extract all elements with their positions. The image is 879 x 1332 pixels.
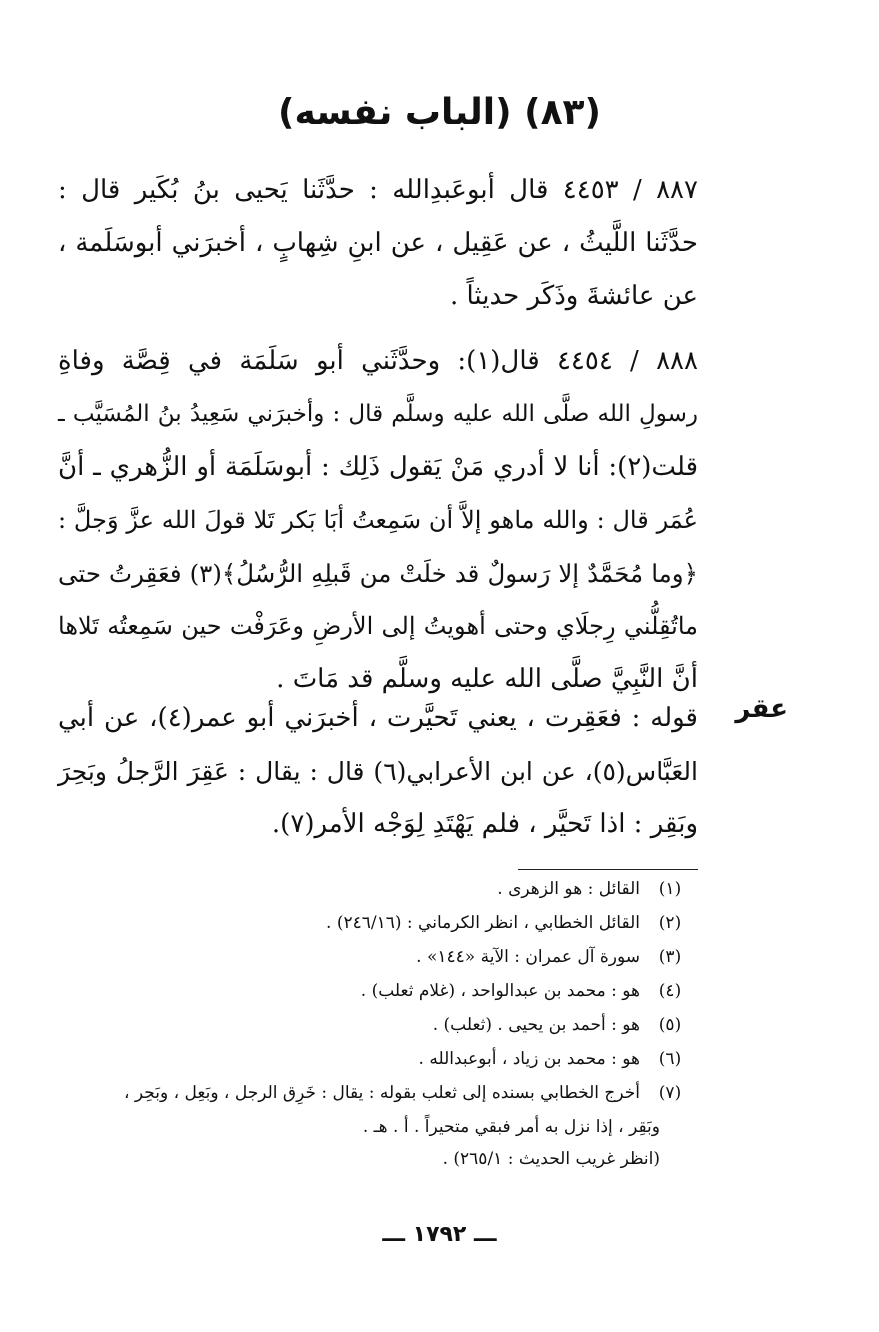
footnote-number: (٢) — [658, 913, 682, 933]
margin-keyword: عقر — [735, 694, 788, 724]
footnote-3 — [180, 940, 700, 974]
text-line: وبَقِر : اذا تَحيَّر ، فلم يَهْتَدِ لِوَجْه الأمر(٧). — [271, 809, 698, 839]
text-line: ﴿وما مُحَمَّدٌ إلا رَسولٌ قد خلَتْ من قَبلِهِ الرُّسُلُ﴾(٣) فعَقِرتُ حتى — [58, 559, 698, 588]
text-line: قلت(٢): أنا لا أدري مَنْ يَقول ذَلِك : أبوسَلَمَة أو الزُّهري ـ أنَّ — [58, 452, 698, 482]
footnote-text: سورة آل عمران : الآية «١٤٤» . — [416, 947, 640, 967]
hadith-888 — [58, 335, 698, 706]
footnote-number: (٣) — [658, 947, 682, 967]
footnote-text: هو : محمد بن عبدالواحد ، (غلام ثعلب) . — [360, 981, 640, 1001]
footnote-1 — [180, 872, 700, 906]
footnote-7 — [20, 1076, 700, 1110]
footnote-text: القائل الخطابي ، انظر الكرماني : (٢٤٦/١٦) . — [326, 913, 640, 933]
footnote-number: (٧) — [658, 1083, 682, 1103]
text-line: ٨٨٨ / ٤٤٥٤ قال(١): وحدَّثَني أبو سَلَمَة في قِصَّة وفاةِ — [58, 346, 698, 376]
footnote-2 — [180, 906, 700, 940]
text-line: عُمَر قال : والله ماهو إلاَّ أن سَمِعتُ أبَا بَكر تَلا قولَ الله عزَّ وَجلَّ : — [58, 506, 699, 534]
footnote-4 — [180, 974, 700, 1008]
text-line: قوله : فعَقِرت ، يعني تَحيَّرت ، أخبرَني أبو عمر(٤)، عن أبي — [58, 703, 698, 733]
footnote-7-continuation: (انظر غريب الحديث : ٢٦٥/١) . — [442, 1149, 660, 1169]
text-line: ٨٨٧ / ٤٤٥٣ قال أبوعَبدِالله : حدَّثَنا يَحيى بنُ بُكَير قال : — [58, 175, 698, 205]
text-line: ماتُقِلُّني رِجلَاي وحتى أهويتُ إلى الأرضِ وعَرَفْت حين سَمِعتُه تَلاها — [58, 612, 698, 640]
chapter-title: (٨٣) (الباب نفسه) — [278, 92, 601, 133]
text-line: عن عائشةَ وذَكَر حديثاً . — [449, 281, 698, 311]
text-line: حدَّثَنا اللَّيثُ ، عن عَقِيل ، عن ابنِ شِهابٍ ، أخبرَني أبوسَلَمة ، — [58, 228, 698, 258]
footnote-text: أخرج الخطابي بسنده إلى ثعلب بقوله : يقال : خَرِق الرجل ، وبَعِل ، وبَحِر ، — [124, 1083, 640, 1103]
footnote-text: القائل : هو الزهرى . — [497, 879, 640, 899]
text-line: أنَّ النَّبِيَّ صلَّى الله عليه وسلَّم قد مَاتَ . — [276, 664, 698, 694]
footnote-number: (٦) — [658, 1049, 682, 1069]
footnote-text: هو : أحمد بن يحيى . (ثعلب) . — [432, 1015, 640, 1035]
footnote-text: هو : محمد بن زياد ، أبوعبدالله . — [418, 1049, 640, 1069]
page-number: ـــ ١٧٩٢ ـــ — [382, 1222, 497, 1247]
footnote-number: (١) — [658, 879, 682, 899]
commentary-paragraph — [58, 692, 698, 851]
footnote-7-continuation: وبَقِر ، إذا نزل به أمر فبقي متحيراً . أ . هـ . — [362, 1117, 660, 1137]
footnote-5 — [180, 1008, 700, 1042]
footnote-6 — [180, 1042, 700, 1076]
text-line: العَبَّاس(٥)، عن ابن الأعرابي(٦) قال : يقال : عَقِرَ الرَّجلُ وبَحِرَ — [58, 757, 698, 786]
footnote-number: (٤) — [658, 981, 682, 1001]
footnote-number: (٥) — [658, 1015, 682, 1035]
text-line: رسولِ الله صلَّى الله عليه وسلَّم قال : وأخبرَني سَعِيدُ بنُ المُسَيَّب ـ — [58, 401, 698, 427]
hadith-887 — [58, 164, 698, 323]
footnote-divider — [518, 869, 698, 870]
